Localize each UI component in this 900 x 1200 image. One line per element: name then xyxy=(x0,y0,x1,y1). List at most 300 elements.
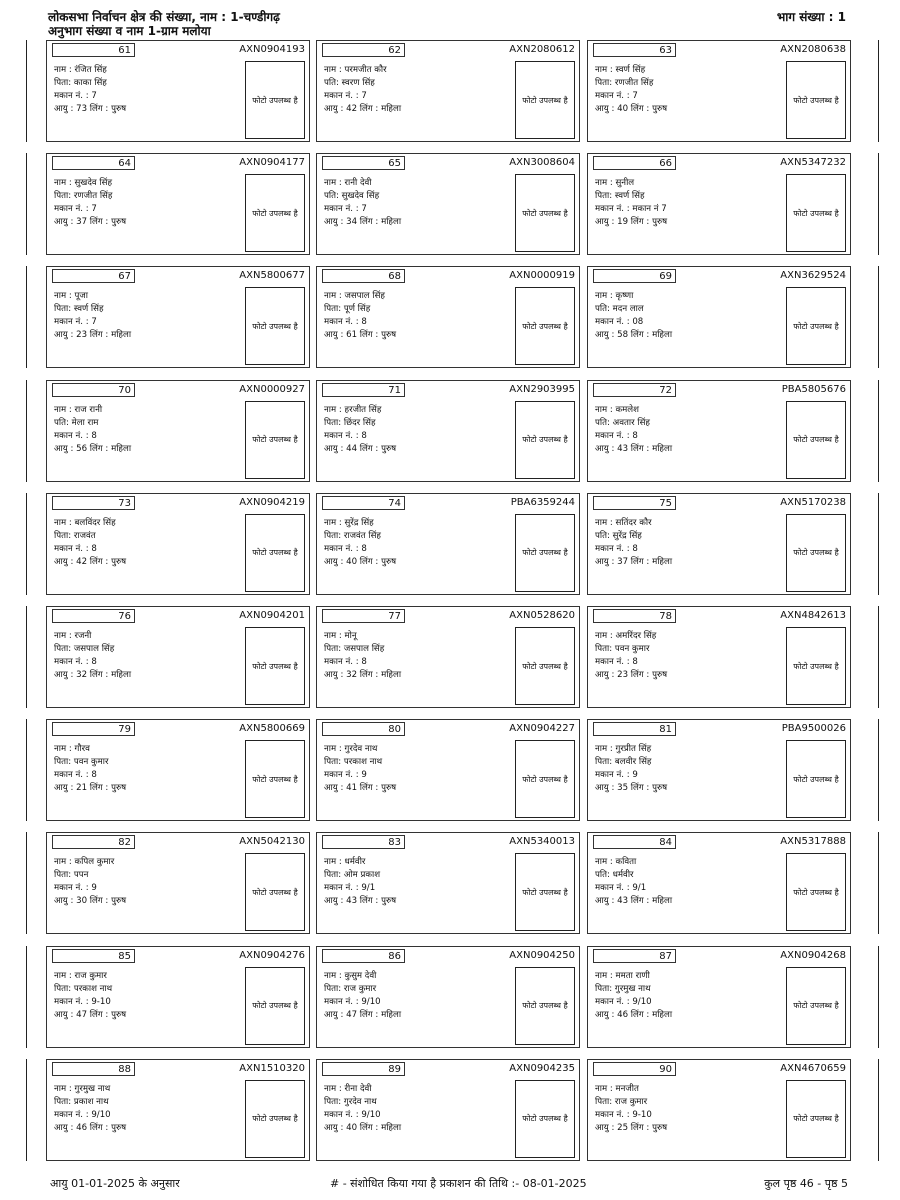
voter-card xyxy=(587,719,851,821)
voter-name: नाम : रीना देवी xyxy=(324,1083,372,1094)
serial-number: 69 xyxy=(593,269,676,283)
voter-details xyxy=(54,64,239,116)
voter-card xyxy=(46,40,310,142)
voter-name: नाम : रंजित सिंह xyxy=(54,65,107,75)
row-border-line xyxy=(878,380,879,482)
voter-details xyxy=(54,177,239,229)
photo-box: फोटो उपलब्ध है xyxy=(786,401,846,479)
voter-card xyxy=(316,266,580,368)
voter-age-gender: आयु : 47 लिंग : महिला xyxy=(324,1009,402,1020)
voter-house: मकान नं. : 9 xyxy=(54,883,97,894)
voter-house: मकान नं. : 8 xyxy=(54,770,97,781)
row-border-line xyxy=(26,946,27,1048)
photo-box: फोटो उपलब्ध है xyxy=(786,1080,846,1158)
serial-number: 62 xyxy=(322,43,405,57)
serial-number: 65 xyxy=(322,156,405,170)
voter-age-gender: आयु : 43 लिंग : पुरुष xyxy=(324,896,397,907)
serial-number: 75 xyxy=(593,496,676,510)
footer-publication-date: # - संशोधित किया गया है प्रकाशन की तिथि :- 08-01-2025 xyxy=(330,1177,587,1190)
voter-age-gender: आयु : 41 लिंग : पुरुष xyxy=(324,783,397,794)
serial-number: 83 xyxy=(322,835,405,849)
photo-box: फोटो उपलब्ध है xyxy=(245,740,305,818)
voter-card xyxy=(587,606,851,708)
photo-box: फोटो उपलब्ध है xyxy=(786,61,846,139)
voter-details xyxy=(324,290,509,342)
epic-number: AXN5800669 xyxy=(239,723,305,735)
voter-details xyxy=(595,970,780,1022)
voter-relation: पिता: स्वर्ण सिंह xyxy=(54,304,104,315)
voter-age-gender: आयु : 40 लिंग : महिला xyxy=(324,1122,402,1133)
voter-details xyxy=(54,290,239,342)
voter-name: नाम : गुरप्रीत सिंह xyxy=(595,744,652,755)
epic-number: AXN4670659 xyxy=(780,1062,846,1074)
voter-relation: पिता: राजवंत सिंह xyxy=(324,530,381,541)
photo-box: फोटो उपलब्ध है xyxy=(515,287,575,365)
voter-age-gender: आयु : 25 लिंग : पुरुष xyxy=(595,1122,668,1133)
voter-row xyxy=(44,606,856,708)
voter-relation: पिता: परकाश नाथ xyxy=(54,983,113,994)
photo-box: फोटो उपलब्ध है xyxy=(245,627,305,705)
voter-house: मकान नं. : 8 xyxy=(595,543,638,554)
photo-box: फोटो उपलब्ध है xyxy=(786,967,846,1045)
voter-name: नाम : सतिंदर कौर xyxy=(595,517,652,528)
voter-house: मकान नं. : 9/10 xyxy=(54,1109,111,1120)
voter-name: नाम : राज कुमार xyxy=(54,970,107,981)
voter-details xyxy=(324,1083,509,1135)
voter-age-gender: आयु : 37 लिंग : पुरुष xyxy=(54,217,127,228)
epic-number: AXN3008604 xyxy=(509,157,575,169)
row-border-line xyxy=(26,40,27,142)
voter-details xyxy=(324,177,509,229)
voter-age-gender: आयु : 47 लिंग : पुरुष xyxy=(54,1009,127,1020)
voter-relation: पिता: जसपाल सिंह xyxy=(54,644,115,654)
serial-number: 76 xyxy=(52,609,135,623)
photo-box: फोटो उपलब्ध है xyxy=(515,401,575,479)
voter-relation: पिता: स्वर्ण सिंह xyxy=(595,191,645,202)
voter-card xyxy=(587,946,851,1048)
voter-house: मकान नं. : 9 xyxy=(595,770,638,781)
row-border-line xyxy=(878,606,879,708)
serial-number: 73 xyxy=(52,496,135,510)
voter-relation: पिता: बलवीर सिंह xyxy=(595,757,652,768)
epic-number: AXN4842613 xyxy=(780,610,846,621)
serial-number: 77 xyxy=(322,609,405,623)
photo-box: फोटो उपलब्ध है xyxy=(786,174,846,252)
photo-box: फोटो उपलब्ध है xyxy=(515,61,575,139)
voter-relation: पिता: राजवंत xyxy=(54,530,96,541)
serial-number: 82 xyxy=(52,835,135,849)
row-border-line xyxy=(878,493,879,595)
voter-name: नाम : ममता राणी xyxy=(595,970,650,981)
epic-number: AXN5170238 xyxy=(780,496,846,508)
epic-number: AXN5340013 xyxy=(509,836,575,848)
voter-age-gender: आयु : 19 लिंग : पुरुष xyxy=(595,217,668,228)
voter-age-gender: आयु : 46 लिंग : पुरुष xyxy=(54,1122,127,1133)
voter-name: नाम : बलविंदर सिंह xyxy=(54,517,116,528)
voter-house: मकान नं. : 8 xyxy=(324,657,367,667)
voter-relation: पति: मदन लाल xyxy=(595,304,644,315)
footer-age-note: आयु 01-01-2025 के अनुसार xyxy=(50,1177,180,1190)
voter-details xyxy=(54,970,239,1022)
voter-age-gender: आयु : 42 लिंग : पुरुष xyxy=(54,556,127,567)
voter-relation: पिता: पवन कुमार xyxy=(54,757,109,768)
epic-number: AXN0904268 xyxy=(780,949,846,961)
voter-relation: पिता: रणजीत सिंह xyxy=(595,78,654,88)
voter-house: मकान नं. : 7 xyxy=(324,204,367,215)
serial-number: 86 xyxy=(322,949,405,963)
row-border-line xyxy=(878,40,879,142)
photo-box: फोटो उपलब्ध है xyxy=(786,514,846,592)
voter-relation: पति: अवतार सिंह xyxy=(595,417,650,428)
photo-box: फोटो उपलब्ध है xyxy=(245,1080,305,1158)
voter-row xyxy=(44,946,856,1048)
voter-house: मकान नं. : 9-10 xyxy=(595,1109,652,1120)
voter-house: मकान नं. : 8 xyxy=(324,430,367,441)
voter-name: नाम : रजनी xyxy=(54,631,92,641)
voter-name: नाम : कृष्णा xyxy=(595,291,634,302)
row-border-line xyxy=(26,153,27,255)
row-border-line xyxy=(878,266,879,368)
serial-number: 70 xyxy=(52,383,135,397)
voter-age-gender: आयु : 40 लिंग : पुरुष xyxy=(595,104,668,114)
voter-house: मकान नं. : मकान नं 7 xyxy=(595,204,667,215)
epic-number: AXN5347232 xyxy=(780,157,846,169)
voter-card xyxy=(316,40,580,142)
voter-age-gender: आयु : 44 लिंग : पुरुष xyxy=(324,443,397,454)
voter-name: नाम : गौरव xyxy=(54,744,90,755)
voter-details xyxy=(595,64,780,116)
voter-age-gender: आयु : 32 लिंग : महिला xyxy=(324,670,402,680)
voter-row xyxy=(44,266,856,368)
voter-details xyxy=(54,517,239,569)
serial-number: 67 xyxy=(52,269,135,283)
voter-relation: पिता: ओम प्रकाश xyxy=(324,870,381,881)
row-border-line xyxy=(26,1059,27,1161)
photo-box: फोटो उपलब्ध है xyxy=(515,967,575,1045)
serial-number: 72 xyxy=(593,383,676,397)
voter-house: मकान नं. : 8 xyxy=(595,430,638,441)
serial-number: 84 xyxy=(593,835,676,849)
voter-details xyxy=(324,517,509,569)
voter-relation: पिता: गुरदेव नाथ xyxy=(324,1096,377,1107)
voter-name: नाम : मनजीत xyxy=(595,1083,639,1094)
part-number: भाग संख्या : 1 xyxy=(776,10,846,24)
voter-card xyxy=(587,493,851,595)
voter-name: नाम : स्वर्ण सिंह xyxy=(595,65,646,75)
photo-box: फोटो उपलब्ध है xyxy=(245,853,305,931)
epic-number: AXN3629524 xyxy=(780,270,846,282)
voter-age-gender: आयु : 32 लिंग : महिला xyxy=(54,670,132,680)
voter-details xyxy=(54,856,239,908)
serial-number: 78 xyxy=(593,609,676,623)
voter-relation: पिता: पूर्ण सिंह xyxy=(324,304,371,315)
voter-house: मकान नं. : 8 xyxy=(324,317,367,328)
voter-house: मकान नं. : 7 xyxy=(54,91,97,101)
epic-number: AXN0904227 xyxy=(509,723,575,735)
voter-relation: पिता: गुरमुख नाथ xyxy=(595,983,651,994)
voter-relation: पिता: राज कुमार xyxy=(595,1096,648,1107)
voter-house: मकान नं. : 7 xyxy=(595,91,638,101)
voter-name: नाम : सुखदेव सिंह xyxy=(54,178,113,189)
serial-number: 63 xyxy=(593,43,676,57)
epic-number: AXN5042130 xyxy=(239,836,305,848)
voter-card xyxy=(316,380,580,482)
voter-name: नाम : गुरमुख नाथ xyxy=(54,1083,111,1094)
voter-name: नाम : कविता xyxy=(595,857,637,868)
voter-relation: पिता: राज कुमार xyxy=(324,983,377,994)
voter-details xyxy=(595,743,780,795)
photo-box: फोटो उपलब्ध है xyxy=(245,287,305,365)
serial-number: 85 xyxy=(52,949,135,963)
row-border-line xyxy=(26,266,27,368)
voter-name: नाम : मोनू xyxy=(324,631,357,641)
voter-card xyxy=(316,832,580,934)
serial-number: 66 xyxy=(593,156,676,170)
epic-number: PBA5805676 xyxy=(781,383,846,395)
voter-house: मकान नं. : 9/10 xyxy=(324,1109,381,1120)
voter-age-gender: आयु : 46 लिंग : महिला xyxy=(595,1009,673,1020)
voter-age-gender: आयु : 43 लिंग : महिला xyxy=(595,896,673,907)
voter-relation: पति: मेला राम xyxy=(54,417,99,428)
voter-row xyxy=(44,380,856,482)
epic-number: AXN0000927 xyxy=(239,383,305,395)
constituency-title: लोकसभा निर्वाचन क्षेत्र की संख्या, नाम : 1-चण्डीगढ़ xyxy=(48,10,280,24)
voter-row xyxy=(44,493,856,595)
voter-name: नाम : कमलेश xyxy=(595,404,639,415)
voter-house: मकान नं. : 9/10 xyxy=(595,996,652,1007)
serial-number: 88 xyxy=(52,1062,135,1076)
epic-number: AXN2080638 xyxy=(780,44,846,55)
photo-box: फोटो उपलब्ध है xyxy=(786,287,846,365)
epic-number: AXN0904276 xyxy=(239,949,305,961)
row-border-line xyxy=(878,832,879,934)
epic-number: AXN2903995 xyxy=(509,383,575,395)
row-border-line xyxy=(878,153,879,255)
voter-relation: पिता: छिंदर सिंह xyxy=(324,417,376,428)
voter-relation: पिता: प्रकाश नाथ xyxy=(54,1096,109,1107)
voter-relation: पति: सुखदेव सिंह xyxy=(324,191,380,202)
voter-row xyxy=(44,1059,856,1161)
serial-number: 79 xyxy=(52,722,135,736)
voter-name: नाम : जसपाल सिंह xyxy=(324,291,385,302)
row-border-line xyxy=(26,380,27,482)
voter-card xyxy=(46,1059,310,1161)
voter-name: नाम : धर्मवीर xyxy=(324,857,366,868)
voter-age-gender: आयु : 23 लिंग : पुरुष xyxy=(595,670,668,680)
serial-number: 64 xyxy=(52,156,135,170)
photo-box: फोटो उपलब्ध है xyxy=(786,853,846,931)
voter-row xyxy=(44,40,856,142)
voter-card xyxy=(587,266,851,368)
row-border-line xyxy=(26,493,27,595)
voter-details xyxy=(595,177,780,229)
row-border-line xyxy=(26,832,27,934)
serial-number: 90 xyxy=(593,1062,676,1076)
photo-box: फोटो उपलब्ध है xyxy=(245,514,305,592)
row-border-line xyxy=(878,946,879,1048)
photo-box: फोटो उपलब्ध है xyxy=(515,1080,575,1158)
voter-name: नाम : कुसुम देवी xyxy=(324,970,377,981)
voter-details xyxy=(324,64,509,116)
voter-card xyxy=(46,266,310,368)
voter-card xyxy=(46,493,310,595)
voter-relation: पिता: काका सिंह xyxy=(54,78,107,88)
voter-relation: पति: धर्मवीर xyxy=(595,870,634,881)
voter-name: नाम : सुरेंद्र सिंह xyxy=(324,517,374,528)
voter-details xyxy=(324,743,509,795)
voter-age-gender: आयु : 37 लिंग : महिला xyxy=(595,556,673,567)
voter-relation: पिता: जसपाल सिंह xyxy=(324,644,385,654)
voter-age-gender: आयु : 43 लिंग : महिला xyxy=(595,443,673,454)
epic-number: AXN0904201 xyxy=(239,610,305,621)
voter-row xyxy=(44,153,856,255)
voter-age-gender: आयु : 73 लिंग : पुरुष xyxy=(54,104,127,114)
voter-house: मकान नं. : 8 xyxy=(595,657,638,667)
voter-card xyxy=(587,1059,851,1161)
voter-name: नाम : परमजीत कौर xyxy=(324,65,387,75)
voter-details xyxy=(595,856,780,908)
voter-details xyxy=(595,290,780,342)
voter-age-gender: आयु : 58 लिंग : महिला xyxy=(595,330,673,341)
voter-card xyxy=(316,946,580,1048)
voter-house: मकान नं. : 08 xyxy=(595,317,644,328)
voter-name: नाम : पूजा xyxy=(54,291,88,302)
row-border-line xyxy=(26,719,27,821)
voter-relation: पिता: रणजीत सिंह xyxy=(54,191,113,202)
voter-age-gender: आयु : 42 लिंग : महिला xyxy=(324,104,402,114)
voter-card xyxy=(316,719,580,821)
voter-name: नाम : हरजीत सिंह xyxy=(324,404,382,415)
epic-number: AXN5800677 xyxy=(239,270,305,282)
voter-house: मकान नं. : 9/1 xyxy=(595,883,647,894)
serial-number: 89 xyxy=(322,1062,405,1076)
voter-relation: पति: सुरेंद्र सिंह xyxy=(595,530,642,541)
voter-card xyxy=(46,832,310,934)
voter-card xyxy=(46,719,310,821)
row-border-line xyxy=(26,606,27,708)
epic-number: AXN2080612 xyxy=(509,44,575,55)
voter-details xyxy=(324,856,509,908)
voter-house: मकान नं. : 8 xyxy=(324,543,367,554)
voter-details xyxy=(595,1083,780,1135)
photo-box: फोटो उपलब्ध है xyxy=(515,740,575,818)
voter-row xyxy=(44,719,856,821)
voter-house: मकान नं. : 9/10 xyxy=(324,996,381,1007)
voter-name: नाम : अमरिंदर सिंह xyxy=(595,631,657,641)
serial-number: 80 xyxy=(322,722,405,736)
voter-name: नाम : गुरदेव नाथ xyxy=(324,744,378,755)
voter-card xyxy=(316,606,580,708)
voter-house: मकान नं. : 8 xyxy=(54,543,97,554)
footer-page-count: कुल पृष्ठ 46 - पृष्ठ 5 xyxy=(764,1177,848,1190)
voter-age-gender: आयु : 35 लिंग : पुरुष xyxy=(595,783,668,794)
voter-age-gender: आयु : 34 लिंग : महिला xyxy=(324,217,402,228)
serial-number: 74 xyxy=(322,496,405,510)
voter-card xyxy=(316,493,580,595)
voter-house: मकान नं. : 7 xyxy=(54,204,97,215)
epic-number: AXN0000919 xyxy=(509,270,575,282)
voter-house: मकान नं. : 7 xyxy=(54,317,97,328)
voter-card xyxy=(316,1059,580,1161)
photo-box: फोटो उपलब्ध है xyxy=(515,853,575,931)
voter-name: नाम : सुनील xyxy=(595,178,635,189)
voter-age-gender: आयु : 30 लिंग : पुरुष xyxy=(54,896,127,907)
voter-house: मकान नं. : 8 xyxy=(54,430,97,441)
voter-details xyxy=(54,1083,239,1135)
photo-box: फोटो उपलब्ध है xyxy=(245,174,305,252)
photo-box: फोटो उपलब्ध है xyxy=(245,967,305,1045)
voter-relation: पति: स्वरण सिंह xyxy=(324,78,375,88)
voter-name: नाम : रानी देवी xyxy=(324,178,372,189)
epic-number: AXN0904250 xyxy=(509,949,575,961)
voter-name: नाम : राज रानी xyxy=(54,404,103,415)
voter-card xyxy=(587,40,851,142)
photo-box: फोटो उपलब्ध है xyxy=(515,627,575,705)
voter-name: नाम : कपिल कुमार xyxy=(54,857,115,868)
row-border-line xyxy=(878,1059,879,1161)
epic-number: AXN5317888 xyxy=(780,836,846,848)
voter-card xyxy=(46,606,310,708)
voter-card xyxy=(46,380,310,482)
voter-card xyxy=(587,153,851,255)
epic-number: PBA9500026 xyxy=(781,723,846,735)
photo-box: फोटो उपलब्ध है xyxy=(786,740,846,818)
photo-box: फोटो उपलब्ध है xyxy=(515,174,575,252)
voter-card xyxy=(587,380,851,482)
voter-relation: पिता: पपन xyxy=(54,870,89,881)
voter-details xyxy=(595,517,780,569)
epic-number: AXN0528620 xyxy=(509,610,575,621)
voter-details xyxy=(54,743,239,795)
epic-number: AXN0904219 xyxy=(239,496,305,508)
voter-relation: पिता: परकाश नाथ xyxy=(324,757,383,768)
voter-card xyxy=(46,946,310,1048)
epic-number: PBA6359244 xyxy=(510,496,575,508)
voter-age-gender: आयु : 21 लिंग : पुरुष xyxy=(54,783,127,794)
voter-relation: पिता: पवन कुमार xyxy=(595,644,650,654)
epic-number: AXN0904235 xyxy=(509,1062,575,1074)
voter-age-gender: आयु : 56 लिंग : महिला xyxy=(54,443,132,454)
voter-details xyxy=(595,404,780,456)
epic-number: AXN0904193 xyxy=(239,44,305,55)
voter-card xyxy=(587,832,851,934)
voter-house: मकान नं. : 7 xyxy=(324,91,367,101)
row-border-line xyxy=(878,719,879,821)
voter-details xyxy=(595,630,780,682)
voter-house: मकान नं. : 8 xyxy=(54,657,97,667)
voter-card xyxy=(46,153,310,255)
voter-details xyxy=(324,404,509,456)
photo-box: फोटो उपलब्ध है xyxy=(515,514,575,592)
voter-age-gender: आयु : 61 लिंग : पुरुष xyxy=(324,330,397,341)
voter-card xyxy=(316,153,580,255)
epic-number: AXN0904177 xyxy=(239,157,305,169)
section-title: अनुभाग संख्या व नाम 1-ग्राम मलोया xyxy=(48,24,211,38)
voter-age-gender: आयु : 40 लिंग : पुरुष xyxy=(324,556,397,567)
serial-number: 87 xyxy=(593,949,676,963)
serial-number: 81 xyxy=(593,722,676,736)
voter-details xyxy=(324,970,509,1022)
serial-number: 71 xyxy=(322,383,405,397)
photo-box: फोटो उपलब्ध है xyxy=(245,61,305,139)
photo-box: फोटो उपलब्ध है xyxy=(245,401,305,479)
serial-number: 61 xyxy=(52,43,135,57)
voter-house: मकान नं. : 9 xyxy=(324,770,367,781)
photo-box: फोटो उपलब्ध है xyxy=(786,627,846,705)
serial-number: 68 xyxy=(322,269,405,283)
voter-row xyxy=(44,832,856,934)
voter-details xyxy=(54,630,239,682)
